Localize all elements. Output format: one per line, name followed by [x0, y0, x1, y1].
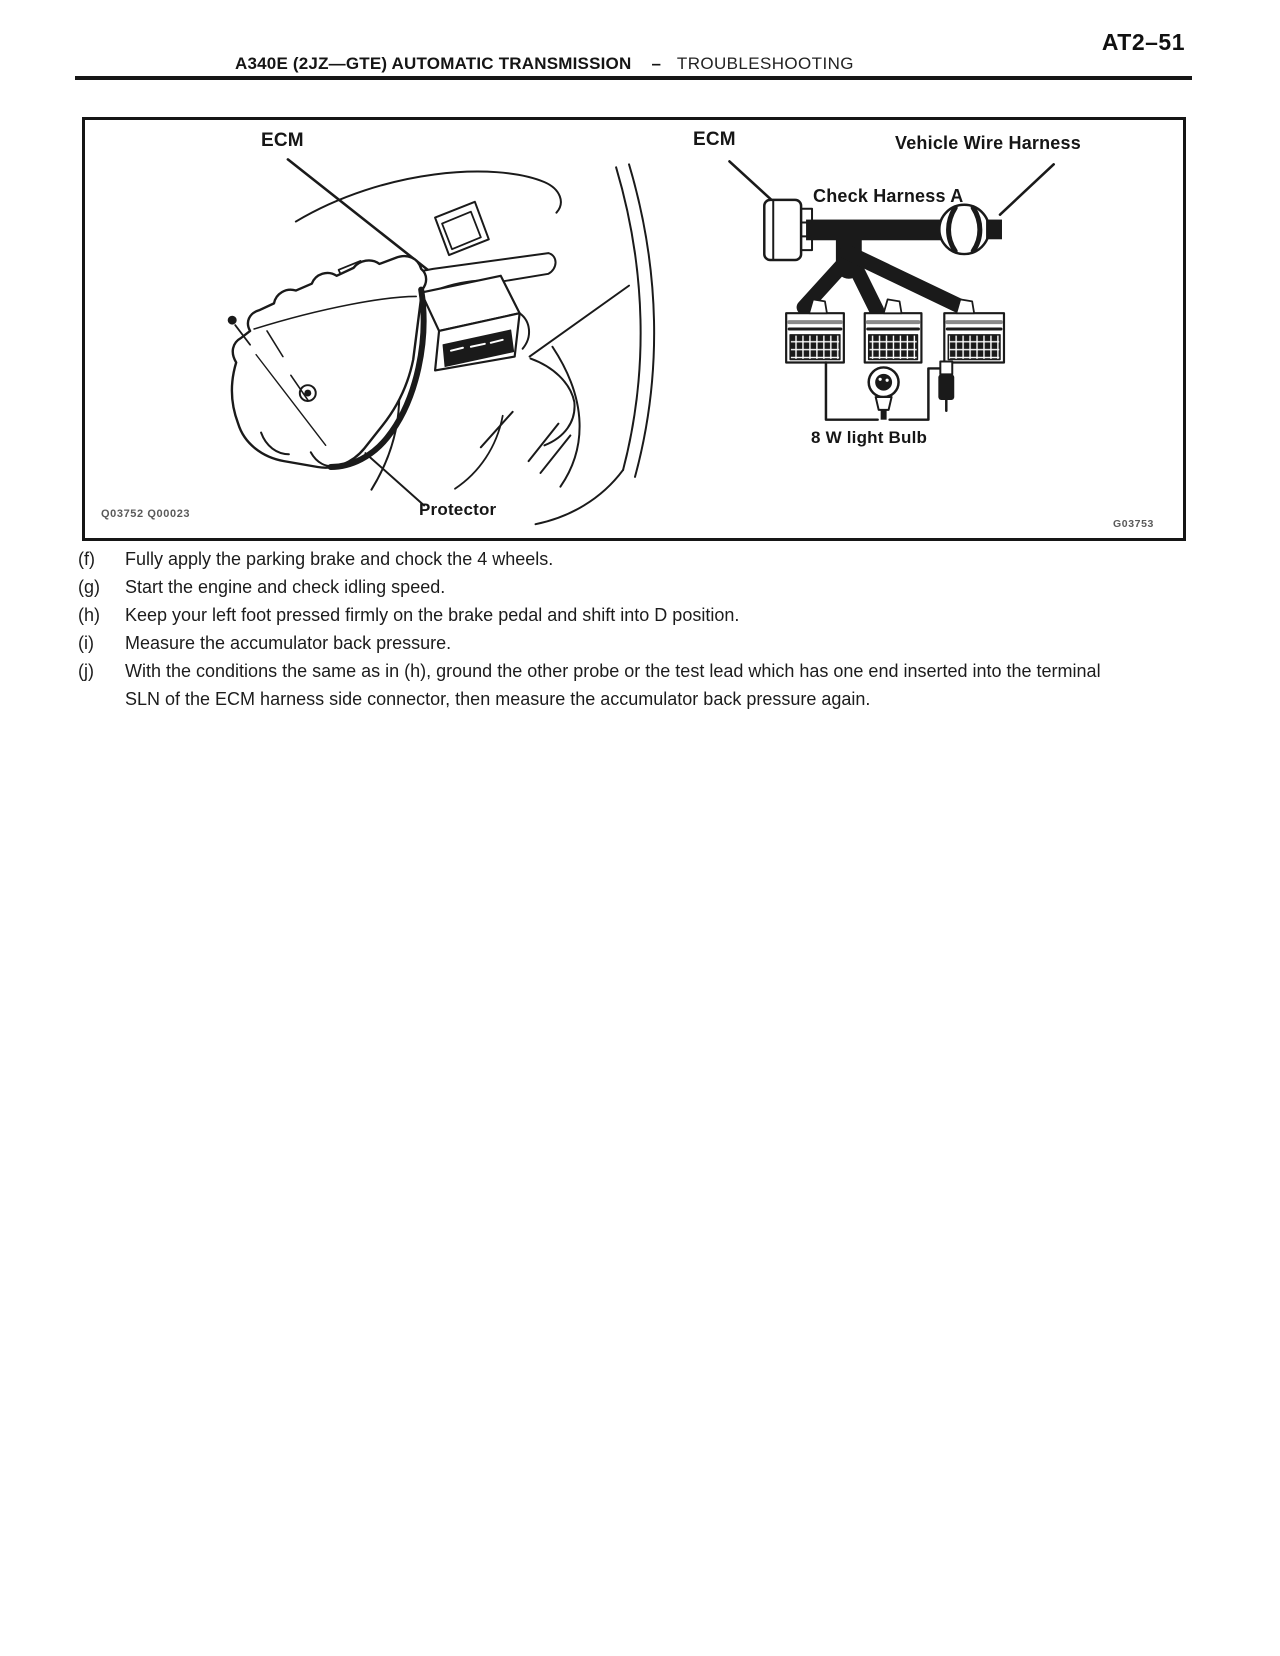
- bulb-wire-left: [826, 363, 878, 420]
- ecm-connector: [764, 200, 812, 260]
- step-text: Fully apply the parking brake and chock the 4 wheels.: [125, 549, 554, 569]
- procedure-step-i: [78, 629, 1146, 657]
- step-text: Keep your left foot pressed firmly on the brake pedal and shift into D position.: [125, 605, 740, 625]
- header-section: TROUBLESHOOTING: [676, 54, 854, 73]
- check-harness-bar: [806, 220, 945, 241]
- step-text: With the conditions the same as in (h), ground the other probe or the test lead which has one end inserted into the terminal SLN of the ECM harness side connector, then measure the accumulator back pressure again.: [125, 661, 1101, 709]
- protector-screw-icon: [228, 316, 237, 325]
- label-protector: Protector: [419, 500, 497, 519]
- label-vehicle-wire-harness: Vehicle Wire Harness: [895, 133, 1081, 153]
- header-rule: [75, 76, 1192, 80]
- label-light-bulb: 8 W light Bulb: [811, 428, 928, 447]
- running-header: [235, 54, 854, 74]
- protector-leader-line: [365, 453, 424, 505]
- step-text: Measure the accumulator back pressure.: [125, 633, 452, 653]
- label-ecm-right: ECM: [693, 129, 736, 150]
- header-separator: –: [651, 54, 661, 73]
- dashboard-illustration: [228, 159, 654, 524]
- sub-connector-1: [786, 299, 844, 362]
- procedure-step-f: [78, 545, 1146, 573]
- page-number: AT2–51: [1101, 29, 1185, 55]
- header-title: A340E (2JZ—GTE) AUTOMATIC TRANSMISSION: [235, 54, 632, 73]
- step-label: (g): [78, 577, 100, 597]
- procedure-step-g: [78, 573, 1146, 601]
- step-label: (i): [78, 633, 94, 653]
- figure-code-left: Q03752 Q00023: [101, 508, 191, 520]
- harness-branches: [804, 233, 962, 310]
- step-text: Start the engine and check idling speed.: [125, 577, 446, 597]
- procedure-steps: [78, 545, 1146, 713]
- protector-panel: [228, 256, 426, 468]
- procedure-step-j: [78, 657, 1146, 713]
- step-label: (j): [78, 661, 94, 681]
- ecm-unit: [421, 276, 529, 371]
- illustration-figure: [82, 117, 1186, 541]
- procedure-step-h: [78, 601, 1146, 629]
- label-ecm-left: ECM: [261, 130, 304, 151]
- vehicle-harness-connector: [939, 205, 1002, 254]
- step-label: (h): [78, 605, 100, 625]
- step-label: (f): [78, 549, 95, 569]
- figure-artwork: [85, 120, 1183, 538]
- figure-code-right: G03753: [1113, 518, 1154, 530]
- check-harness-connectors: [786, 299, 1004, 362]
- vwh-leader-line: [1000, 164, 1054, 214]
- light-bulb-icon: [869, 367, 899, 419]
- label-check-harness-a: Check Harness A: [813, 186, 964, 206]
- test-probe-icon: [938, 362, 954, 411]
